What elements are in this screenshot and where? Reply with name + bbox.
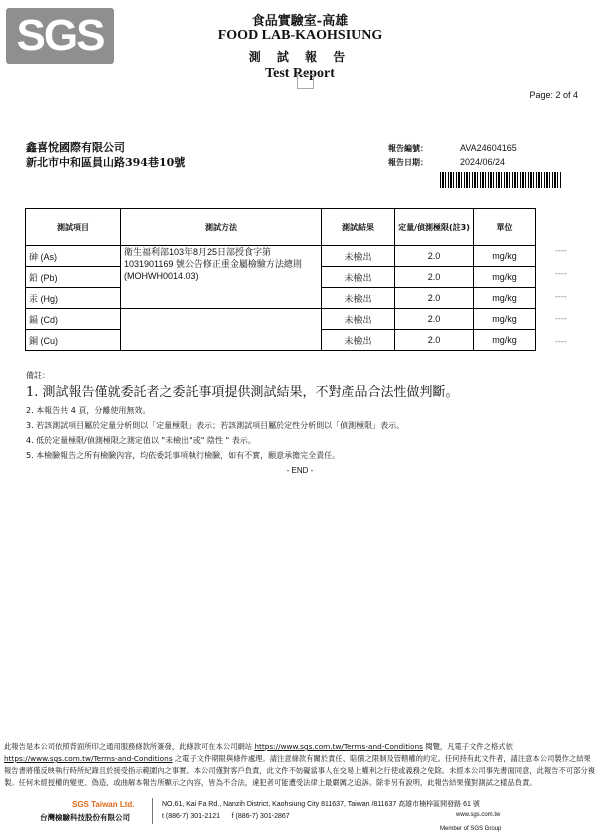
- cell-method-empty: [121, 309, 322, 330]
- client-address: 新北市中和區員山路394巷10號: [26, 156, 186, 169]
- results-table: [25, 208, 536, 351]
- report-date-label: 報告日期：: [388, 157, 428, 167]
- table-row: [26, 246, 536, 267]
- cell-item: 砷 (As): [26, 246, 121, 267]
- barcode-image: [440, 172, 562, 188]
- cell-limit: 2.0: [395, 246, 474, 267]
- cell-result: 未檢出: [322, 267, 395, 288]
- footer-contact: [162, 799, 480, 823]
- cell-limit: 2.0: [395, 288, 474, 309]
- footer-company-en: SGS Taiwan Ltd.: [72, 800, 135, 809]
- cell-unit: mg/kg: [474, 288, 536, 309]
- notes-section: [26, 368, 459, 463]
- footer-fax: f (886-7) 301-2867: [231, 813, 290, 820]
- terms-link[interactable]: https://www.sgs.com.tw/Terms-and-Conditions: [254, 742, 423, 751]
- cell-item: 汞 (Hg): [26, 288, 121, 309]
- legal-disclaimer: [4, 741, 596, 789]
- report-no-label: 報告編號：: [388, 143, 428, 153]
- row-extra-mark: ----: [555, 337, 567, 346]
- note-item: 3. 若該測試項目屬於定量分析則以「定量極限」表示；若該測試項目屬於定性分析則以「偵測極限」表示。: [26, 421, 405, 430]
- cell-item: 鎘 (Cd): [26, 309, 121, 330]
- cell-unit: mg/kg: [474, 309, 536, 330]
- table-row: [26, 330, 536, 351]
- sgs-logo: SGS: [6, 8, 114, 64]
- note-item: 5. 本檢驗報告之所有檢驗內容，均依委託事項執行檢驗，如有不實，願意承擔完全責任。: [26, 451, 341, 460]
- cell-unit: mg/kg: [474, 330, 536, 351]
- col-header-method: 測試方法: [121, 209, 322, 246]
- footer-member: Member of SGS Group: [440, 826, 502, 832]
- footer-address: NO.61, Kai Fa Rd., Nanzih District, Kaohsiung City 811637, Taiwan /811637 高雄市楠梓區開發路 61 號: [162, 801, 480, 808]
- lab-name-cn: 食品實驗室-高雄: [251, 14, 349, 29]
- row-extra-mark: ----: [555, 269, 567, 278]
- cell-method: 衛生福利部103年8月25日部授食字第1031901169 號公告修正重金屬檢驗方法總則(MOHWH0014.03): [121, 246, 322, 309]
- footer-divider: [152, 798, 153, 824]
- note-item: 2. 本報告共 4 頁，分離使用無效。: [26, 406, 151, 415]
- cell-item: 鉛 (Pb): [26, 267, 121, 288]
- cell-result: 未檢出: [322, 288, 395, 309]
- note-item: 4. 低於定量極限/偵測極限之測定值以 "未檢出"或" 陰性 " 表示。: [26, 436, 256, 445]
- lab-name-en: FOOD LAB-KAOHSIUNG: [217, 28, 383, 43]
- footer-company-cn: 台灣檢驗科技股份有限公司: [40, 813, 130, 822]
- legal-text-3: 之電子文件期限與條件處理。請注意條款有關於責任、賠償之限制及管轄權的約定。任何持有此文件者，請注意本公司製作之結果報告書將僅反映執行時所紀錄且於接受指示範圍內之事實。本公司僅對客戶負責，此文件不妨礙當事人在交易上權利之行使或義務之免除。未經本公司事先書面同意，此報告不可部分複製。任何未經授權的變更、偽造、或曲解本報告所顯示之內容，皆為不合法，違犯者可能遭受法律上最嚴厲之追訴。除非另有說明，此報告結果僅對測試之樣品負責。: [4, 754, 596, 787]
- cell-limit: 2.0: [395, 330, 474, 351]
- legal-text-1: 此報告是本公司依照背面所印之通用服務條款所簽發，此條款可在本公司網站: [4, 742, 253, 751]
- footer-website[interactable]: www.sgs.com.tw: [456, 812, 501, 818]
- report-info: [388, 141, 517, 169]
- cell-limit: 2.0: [395, 309, 474, 330]
- client-block: [26, 140, 185, 170]
- col-header-unit: 單位: [474, 209, 536, 246]
- cell-method-empty: [121, 330, 322, 351]
- col-header-limit: 定量/偵測極限(註3): [395, 209, 474, 246]
- report-title-en: Test Report: [265, 66, 335, 81]
- cell-result: 未檢出: [322, 330, 395, 351]
- end-marker: - END -: [286, 466, 314, 475]
- col-header-result: 測試結果: [322, 209, 395, 246]
- report-no: AVA24604165: [460, 143, 517, 153]
- stamp-box: [297, 74, 314, 89]
- cell-unit: mg/kg: [474, 246, 536, 267]
- notes-heading: 備註：: [26, 371, 50, 380]
- row-extra-mark: ----: [555, 314, 567, 323]
- cell-result: 未檢出: [322, 246, 395, 267]
- note-item: 1. 測試報告僅就委託者之委託事項提供測試結果，不對產品合法性做判斷。: [26, 385, 459, 400]
- row-extra-mark: ----: [555, 246, 567, 255]
- col-header-item: 測試項目: [26, 209, 121, 246]
- cell-item: 銅 (Cu): [26, 330, 121, 351]
- footer-tel: t (886-7) 301-2121: [162, 813, 220, 820]
- legal-text-2: 閱覽，凡電子文件之格式依: [425, 742, 513, 751]
- page-number: Page: 2 of 4: [529, 90, 578, 100]
- terms-link[interactable]: https://www.sgs.com.tw/Terms-and-Conditions: [4, 754, 173, 763]
- cell-unit: mg/kg: [474, 267, 536, 288]
- report-title-cn: 測 試 報 告: [248, 50, 352, 64]
- table-header-row: [26, 209, 536, 246]
- table-row: [26, 309, 536, 330]
- row-extra-mark: ----: [555, 292, 567, 301]
- client-name: 鑫喜悅國際有限公司: [26, 141, 125, 154]
- report-date: 2024/06/24: [460, 157, 506, 167]
- cell-result: 未檢出: [322, 309, 395, 330]
- cell-limit: 2.0: [395, 267, 474, 288]
